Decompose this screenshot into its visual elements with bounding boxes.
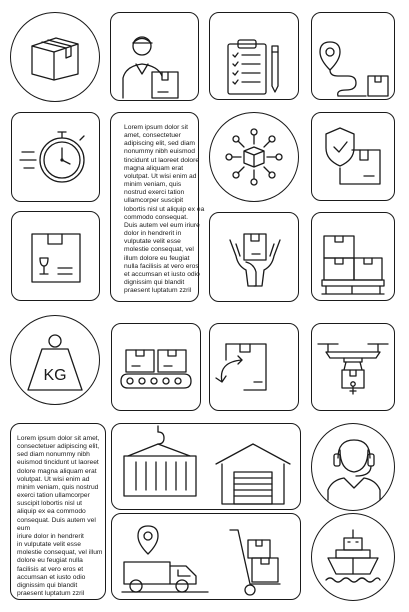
crane-container-icon [120, 426, 202, 502]
protected-package-icon [320, 124, 386, 190]
stacked-boxes-icon [320, 232, 386, 298]
stopwatch-icon [18, 126, 90, 188]
headset-operator-icon [326, 436, 382, 502]
warehouse-icon [212, 440, 294, 506]
route-location-icon [316, 40, 392, 100]
return-package-icon [212, 338, 284, 398]
bottom-body-text: Lorem ipsum dolor sit amet, consectetuer adipiscing elit, sed diam nonummy nibh euismod tincidunt ut laoreet dolore magna aliquam erat volutpat. Ut wisi enim ad minim veniam, quis nostrud exerci tation ullamcorper suscipit lobortis nisl ut aliquip ex ea commodo consequat. Duis autem vel eum iriure dolor in hendrerit in vulputate velit esse molestie consequat, vel illum dolore eu feugiat nulla facilisis at vero eros et accumsan et iusto odio dignissim qui blandit praesent luptatum zzril [17, 435, 103, 597]
kg-weight-icon [22, 332, 88, 396]
conveyor-belt-icon [120, 346, 192, 390]
package-box-icon [26, 30, 84, 84]
clipboard-checklist-icon [222, 38, 284, 96]
top-body-text: Lorem ipsum dolor sit amet, consectetuer adipiscing elit, sed diam nonummy nibh euismod tincidunt ut laoreet dolore magna aliquam erat volutpat. Ut wisi enim ad minim veniam, quis nostrud exerci tation ullamcorper suscipit lobortis nisl ut aliquip ex ea commodo consequat. Duis autem vel eum iriure dolor in hendrerit in vulputate velit esse molestie consequat, vel illum dolore eu feugiat nulla facilisis at vero eros et accumsan et iusto odio dignissim qui blandit praesent luptatum zzril [124, 124, 205, 295]
kg-label: KG [43, 367, 67, 384]
distribution-network-icon [224, 127, 284, 187]
delivery-truck-icon [120, 522, 210, 598]
cargo-ship-icon [324, 528, 382, 588]
drone-delivery-icon [316, 338, 390, 398]
hand-truck-icon [226, 522, 292, 598]
fragile-package-icon [30, 232, 82, 284]
hands-holding-box-icon [226, 230, 284, 290]
courier-person-icon [118, 28, 190, 100]
